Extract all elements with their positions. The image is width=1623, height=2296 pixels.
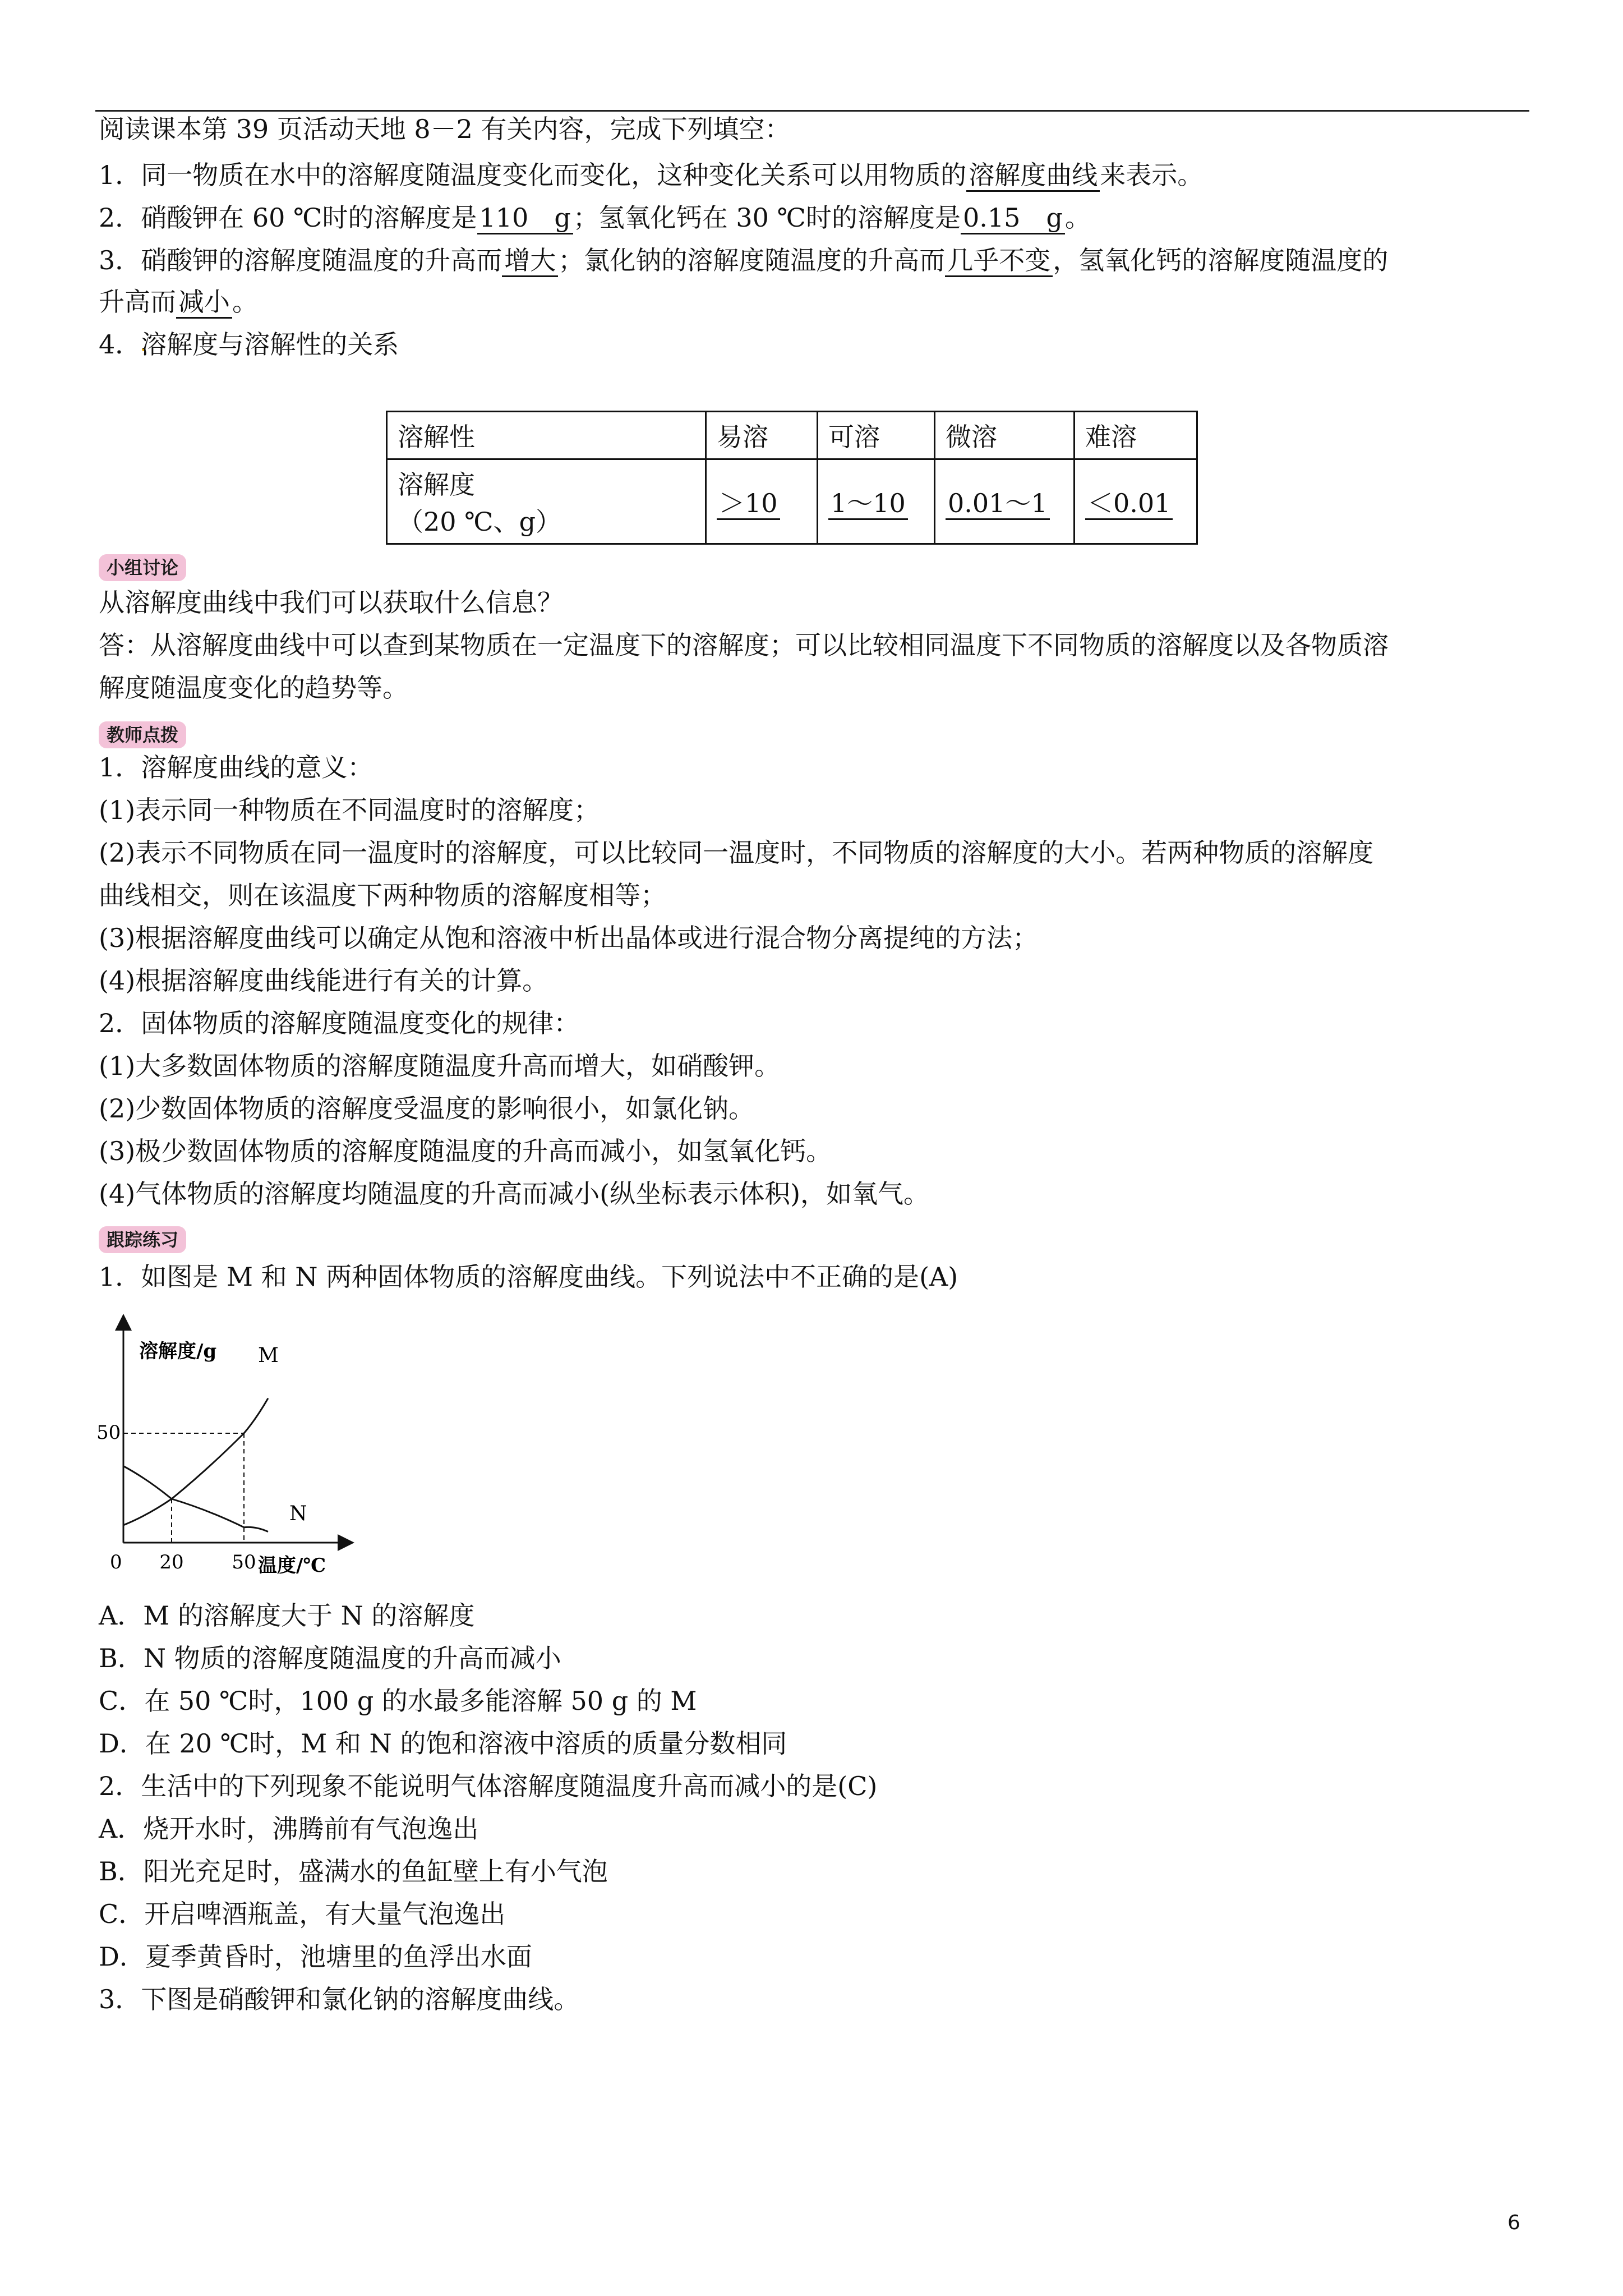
table-cell <box>387 459 706 544</box>
teacher-line: (1)表示同一种物质在不同温度时的溶解度； <box>99 795 600 825</box>
teacher-line: 1．溶解度曲线的意义： <box>99 752 374 783</box>
fill-line-4: 4．溶解度与溶解性的关系 <box>99 329 399 360</box>
series-n-line <box>123 1466 268 1532</box>
table-answer: ＞10 <box>717 488 780 520</box>
discussion-answer-1: 答：从溶解度曲线中可以查到某物质在一定温度下的溶解度；可以比较相同温度下不同物质的溶解度以及各物质溶 <box>99 630 1389 660</box>
q2-option: C．开启啤酒瓶盖，有大量气泡逸出 <box>99 1899 506 1929</box>
table-cell <box>706 459 818 544</box>
fill-2-answer-2: 0.15 g <box>961 203 1065 234</box>
fill-1-answer: 溶解度曲线 <box>966 160 1100 192</box>
discussion-answer-2: 解度随温度变化的趋势等。 <box>99 673 408 703</box>
table-cell <box>818 459 935 544</box>
series-n-label: N <box>289 1502 307 1525</box>
question-3: 3．下图是硝酸钾和氯化钠的溶解度曲线。 <box>99 1984 580 2014</box>
table-head-line-1: 溶解度 <box>398 470 475 500</box>
table-cell: 溶解性 <box>387 412 706 459</box>
teacher-line: (3)根据溶解度曲线可以确定从饱和溶液中析出晶体或进行混合物分离提纯的方法； <box>99 923 1039 953</box>
header-rule <box>95 110 1529 112</box>
fill-3b-text: 升高而 <box>99 287 176 317</box>
badge-discussion: 小组讨论 <box>99 554 186 581</box>
teacher-line: (2)少数固体物质的溶解度受温度的影响很小，如氯化钠。 <box>99 1093 755 1124</box>
fill-3-answer-3: 减小 <box>176 287 232 319</box>
table-cell <box>935 459 1075 544</box>
fill-2-mid: ；氢氧化钙在 30 ℃时的溶解度是 <box>573 203 961 233</box>
x-axis-label: 温度/℃ <box>258 1554 326 1576</box>
fill-3-text: 3．硝酸钾的溶解度随温度的升高而 <box>99 245 502 275</box>
table-answer: 0.01～1 <box>946 488 1050 520</box>
q1-option: D．在 20 ℃时，M 和 N 的饱和溶液中溶质的质量分数相同 <box>99 1728 787 1759</box>
q1-option: C．在 50 ℃时，100 g 的水最多能溶解 50 g 的 M <box>99 1686 697 1716</box>
table-cell: 可溶 <box>818 412 935 459</box>
page-number: 6 <box>1507 2211 1520 2234</box>
table-row <box>387 459 1197 544</box>
fill-line-3b <box>99 285 258 319</box>
fill-2-answer-1: 110 g <box>477 203 573 234</box>
x-tick-label: 20 <box>159 1551 184 1573</box>
y-tick-label: 50 <box>96 1421 121 1444</box>
x-tick-label: 50 <box>232 1551 256 1573</box>
fill-3-mid-2: ，氢氧化钙的溶解度随温度的 <box>1053 245 1389 275</box>
teacher-line: 曲线相交，则在该温度下两种物质的溶解度相等； <box>99 880 666 910</box>
question-1: 1．如图是 M 和 N 两种固体物质的溶解度曲线。下列说法中不正确的是(A) <box>99 1262 958 1292</box>
badge-teacher: 教师点拨 <box>99 721 186 748</box>
q1-option: B．N 物质的溶解度随温度的升高而减小 <box>99 1643 561 1673</box>
teacher-line: (4)气体物质的溶解度均随温度的升高而减小(纵坐标表示体积)，如氧气。 <box>99 1179 930 1209</box>
fill-3-answer-2: 几乎不变 <box>945 245 1053 277</box>
solubility-chart <box>90 1313 370 1576</box>
fill-2-text: 2．硝酸钾在 60 ℃时的溶解度是 <box>99 203 477 233</box>
fill-3b-tail: 。 <box>232 287 258 317</box>
q2-option: A．烧开水时，沸腾前有气泡逸出 <box>99 1814 479 1844</box>
table-answer: 1～10 <box>828 488 908 520</box>
teacher-line: (4)根据溶解度曲线能进行有关的计算。 <box>99 965 548 996</box>
question-2: 2．生活中的下列现象不能说明气体溶解度随温度升高而减小的是(C) <box>99 1771 878 1801</box>
fill-1-text: 1．同一物质在水中的溶解度随温度变化而变化，这种变化关系可以用物质的 <box>99 160 967 190</box>
q2-option: B．阳光充足时，盛满水的鱼缸壁上有小气泡 <box>99 1856 608 1887</box>
fill-3-mid-1: ；氯化钠的溶解度随温度的升高而 <box>558 245 946 275</box>
fill-line-3 <box>99 243 1388 277</box>
series-m-label: M <box>258 1344 279 1367</box>
q2-option: D．夏季黄昏时，池塘里的鱼浮出水面 <box>99 1941 532 1972</box>
teacher-line: (2)表示不同物质在同一温度时的溶解度，可以比较同一温度时，不同物质的溶解度的大小。若两种物质的溶解度 <box>99 838 1374 868</box>
table-cell <box>1075 459 1197 544</box>
table-row <box>387 412 1197 459</box>
table-cell: 微溶 <box>935 412 1075 459</box>
badge-practice: 跟踪练习 <box>99 1226 186 1253</box>
teacher-line: (1)大多数固体物质的溶解度随温度升高而增大，如硝酸钾。 <box>99 1051 781 1081</box>
table-answer: ＜0.01 <box>1085 488 1173 520</box>
table-cell: 难溶 <box>1075 412 1197 459</box>
discussion-question: 从溶解度曲线中我们可以获取什么信息？ <box>99 587 563 618</box>
teacher-line: 2．固体物质的溶解度随温度变化的规律： <box>99 1008 580 1038</box>
y-axis-label: 溶解度/g <box>139 1340 217 1363</box>
fill-line-1 <box>99 158 1203 192</box>
table-head-line-2: （20 ℃、g） <box>398 507 562 537</box>
q1-option: A．M 的溶解度大于 N 的溶解度 <box>99 1600 475 1631</box>
solubility-table <box>386 411 1198 545</box>
teacher-line: (3)极少数固体物质的溶解度随温度的升高而减小，如氢氧化钙。 <box>99 1136 832 1166</box>
fill-1-tail: 来表示。 <box>1100 160 1204 190</box>
table-cell: 易溶 <box>706 412 818 459</box>
intro-text: 阅读课本第 39 页活动天地 8－2 有关内容，完成下列填空： <box>99 114 791 144</box>
fill-line-2 <box>99 201 1091 234</box>
fill-3-answer-1: 增大 <box>502 245 558 277</box>
fill-2-tail: 。 <box>1064 203 1091 233</box>
origin-label: 0 <box>110 1551 122 1573</box>
